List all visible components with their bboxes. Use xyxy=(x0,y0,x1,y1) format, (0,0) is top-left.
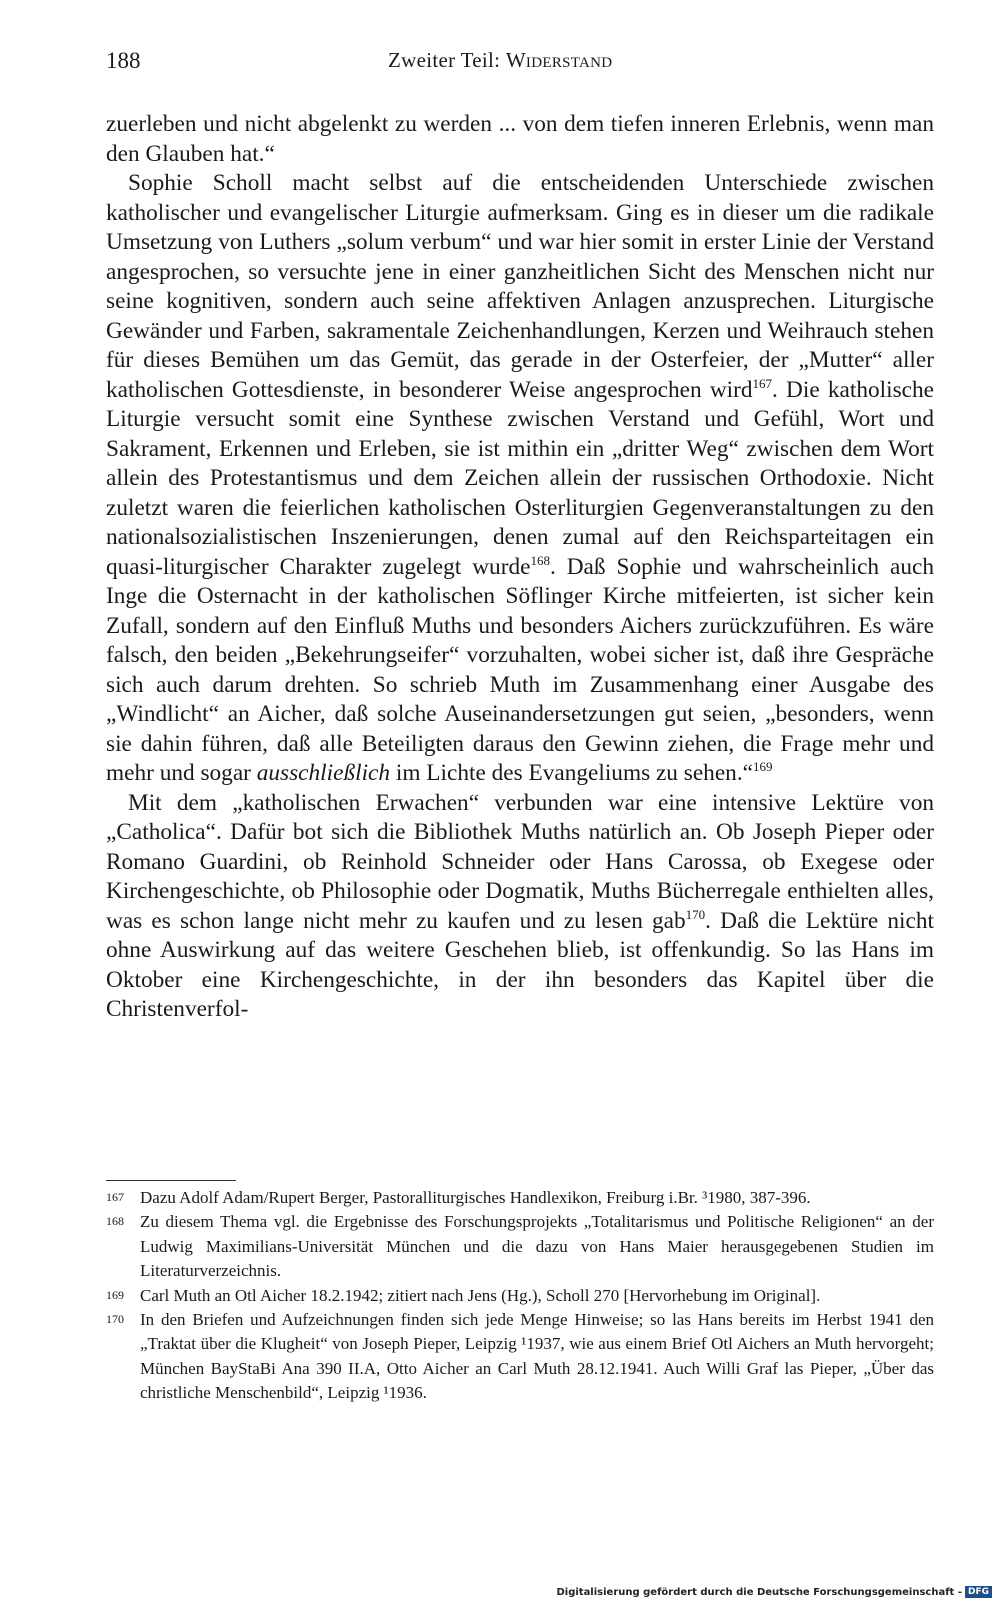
footnote-text: In den Briefen und Aufzeichnungen finden sich jede Menge Hinweise; so las Hans bereits im Herbst 1941 den „Traktat über die Klugheit“ von Joseph Pieper, Leipzig ¹1937, wie aus einem Brief Otl Aichers an Muth hervorgeht; München BayStaBi Ana 390 II.A, Otto Aicher an Carl Muth 28.12.1941. Auch Willi Graf las Pieper, „Über das christliche Menschenbild“, Leipzig ¹1936. xyxy=(140,1310,934,1403)
dfg-logo-icon: DFG xyxy=(965,1586,992,1598)
main-text xyxy=(106,110,934,1025)
digitization-credit xyxy=(556,1586,992,1598)
footnote-169 xyxy=(106,1284,934,1308)
footnote-ref-170[interactable]: 170 xyxy=(685,906,706,922)
footnote-ref-168[interactable]: 168 xyxy=(530,552,550,568)
paragraph-3 xyxy=(106,789,934,1025)
footnote-ref-169[interactable]: 169 xyxy=(752,759,773,775)
credit-text: Digitalisierung gefördert durch die Deutsche Forschungsgemeinschaft - xyxy=(556,1586,962,1598)
footnote-168 xyxy=(106,1210,934,1283)
footnote-text: Dazu Adolf Adam/Rupert Berger, Pastoralliturgisches Handlexikon, Freiburg i.Br. ³1980, 387-396. xyxy=(140,1188,811,1207)
paragraph-2-text-c: . Daß Sophie und wahrscheinlich auch Inge die Osternacht in der katholischen Söflinger Kirche mitfeierten, ist sicher kein Zufall, sondern auf den Einfluß Muths und besonders Aichers zurückzuführen. Es wäre falsch, den beiden „Bekehrungseifer“ vorzuhalten, wobei sicher ist, daß ihre Gespräche sich auch darum drehten. So schrieb Muth im Zusammenhang einer Ausgabe des „Windlicht“ an Aicher, daß solche Auseinandersetzungen gut seien, „besonders, wenn sie dahin führen, daß alle Beteiligten daraus den Gewinn ziehen, die Frage mehr und mehr und sogar xyxy=(106,553,935,786)
paragraph-1-text: zuerleben und nicht abgelenkt zu werden ... von dem tiefen inneren Erlebnis, wenn man den Glauben hat.“ xyxy=(106,111,934,167)
page-number: 188 xyxy=(106,48,141,73)
footnote-ref-167[interactable]: 167 xyxy=(752,375,773,391)
footnote-number: 170 xyxy=(106,1312,124,1327)
running-head-section: Widerstand xyxy=(505,48,613,72)
footnote-167 xyxy=(106,1186,934,1210)
running-head-prefix: Zweiter Teil: xyxy=(388,48,506,72)
footnote-number: 168 xyxy=(106,1214,124,1229)
footnote-text: Zu diesem Thema vgl. die Ergebnisse des Forschungsprojekts „Totalitarismus und Politische Religionen“ an der Ludwig Maximilians-Universität München und die dazu von Hans Maier herausgegebenen Studien im Literaturverzeichnis. xyxy=(140,1212,934,1281)
paragraph-2-text-a: Sophie Scholl macht selbst auf die entscheidenden Unterschiede zwischen katholischer und evangelischer Liturgie aufmerksam. Ging es in dieser um die radikale Umsetzung von Luthers „solum verbum“ und war hier somit in erster Linie der Verstand angesprochen, so versuchte jene in einer ganzheitlichen Sicht des Menschen nicht nur seine kognitiven, sondern auch seine affektiven Anlagen anzusprechen. Liturgische Gewänder und Farben, sakramentale Zeichenhandlungen, Kerzen und Weihrauch stehen für dieses Bemühen um das Gemüt, das gerade in der Osterfeier, der „Mutter“ aller katholischen Gottesdienste, in besonderer Weise angesprochen wird xyxy=(106,170,934,403)
footnote-170 xyxy=(106,1308,934,1406)
running-head xyxy=(388,48,612,73)
page-header xyxy=(106,48,936,82)
footnote-separator xyxy=(106,1180,236,1181)
paragraph-3-text-b: . Daß die Lektüre nicht ohne Auswirkung auf das weitere Geschehen blieb, ist offenkundig. So las Hans im Oktober eine Kirchengeschichte, in der ihn besonders das Kapitel über die Christenverfol- xyxy=(106,907,934,1022)
footnote-number: 167 xyxy=(106,1190,124,1204)
footnote-text: Carl Muth an Otl Aicher 18.2.1942; zitiert nach Jens (Hg.), Scholl 270 [Hervorhebung im Original]. xyxy=(140,1285,821,1305)
paragraph-2 xyxy=(106,169,934,789)
paragraph-1 xyxy=(106,110,934,169)
emphasis-ausschliesslich: ausschließlich xyxy=(256,760,391,786)
footnotes xyxy=(106,1186,934,1406)
paragraph-3-text-a: Mit dem „katholischen Erwachen“ verbunden war eine intensive Lektüre von „Catholica“. Dafür bot sich die Bibliothek Muths natürlich an. Ob Joseph Pieper oder Romano Guardini, ob Reinhold Schneider oder Hans Carossa, ob Exegese oder Kirchengeschichte, ob Philosophie oder Dogmatik, Muths Bücherregale enthielten alles, was es schon lange nicht mehr zu kaufen und zu lesen gab xyxy=(106,789,934,934)
paragraph-2-text-b: . Die katholische Liturgie versucht somit eine Synthese zwischen Verstand und Gefühl, Wort und Sakrament, Erkennen und Erleben, sie ist mithin ein „dritter Weg“ zwischen dem Wort allein des Protestantismus und dem Zeichen allein der russischen Orthodoxie. Nicht zuletzt waren die feierlichen katholischen Osterliturgien Gegenveranstaltungen zu den nationalsozialistischen Inszenierungen, denen zumal auf den Reichsparteitagen ein quasi-liturgischer Charakter zugelegt wurde xyxy=(106,376,934,580)
footnote-number: 169 xyxy=(106,1287,124,1302)
paragraph-2-text-d: im Lichte des Evangeliums zu sehen.“ xyxy=(390,760,753,786)
